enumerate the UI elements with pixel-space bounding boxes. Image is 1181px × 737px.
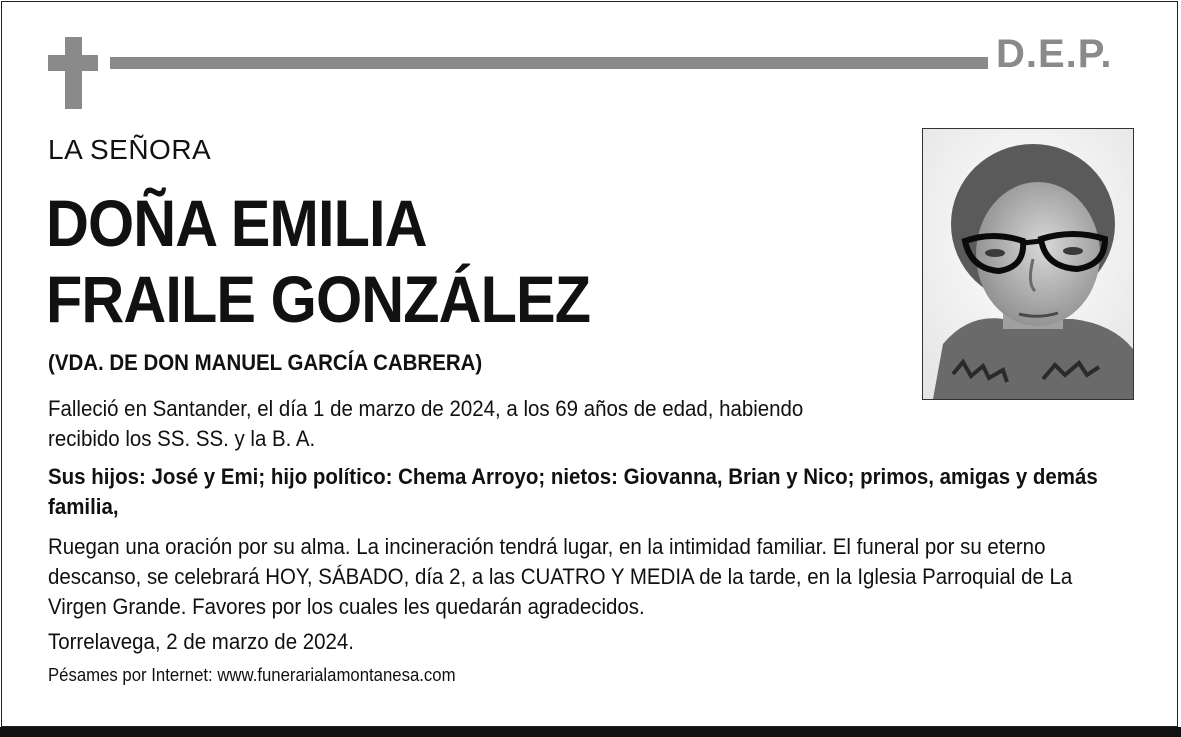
place-date: Torrelavega, 2 de marzo de 2024.: [48, 629, 354, 654]
portrait-photo: [922, 128, 1134, 400]
bottom-border: [0, 727, 1181, 737]
portrait-image: [923, 129, 1133, 399]
deceased-name-line2: FRAILE GONZÁLEZ: [46, 262, 591, 336]
dep-label: D.E.P.: [996, 32, 1113, 76]
deceased-name-line1: DOÑA EMILIA: [46, 186, 427, 260]
header-rule: [110, 57, 988, 69]
honorific: LA SEÑORA: [48, 134, 212, 165]
family-list: Sus hijos: José y Emi; hijo político: Chema Arroyo; nietos: Giovanna, Brian y Nico; primos, amigas y demás familia,: [48, 464, 1098, 519]
prayer-request: Ruegan una oración por su alma. La incineración tendrá lugar, en la intimidad familiar. El funeral por su eterno descanso, se celebrará HOY, SÁBADO, día 2, a las CUATRO Y MEDIA de la tarde, en la Iglesia Parroquial de La Virgen Grande. Favores por los cuales les quedarán agradecidos.: [48, 534, 1073, 619]
death-notice: Falleció en Santander, el día 1 de marzo de 2024, a los 69 años de edad, habiendo recibido los SS. SS. y la B. A.: [48, 396, 804, 451]
latin-cross-icon: [65, 37, 82, 109]
condolences-line: Pésames por Internet: www.funerarialamontanesa.com: [48, 665, 456, 685]
latin-cross-icon-arm: [48, 55, 98, 71]
widow-of-line: (VDA. DE DON MANUEL GARCÍA CABRERA): [48, 350, 483, 375]
